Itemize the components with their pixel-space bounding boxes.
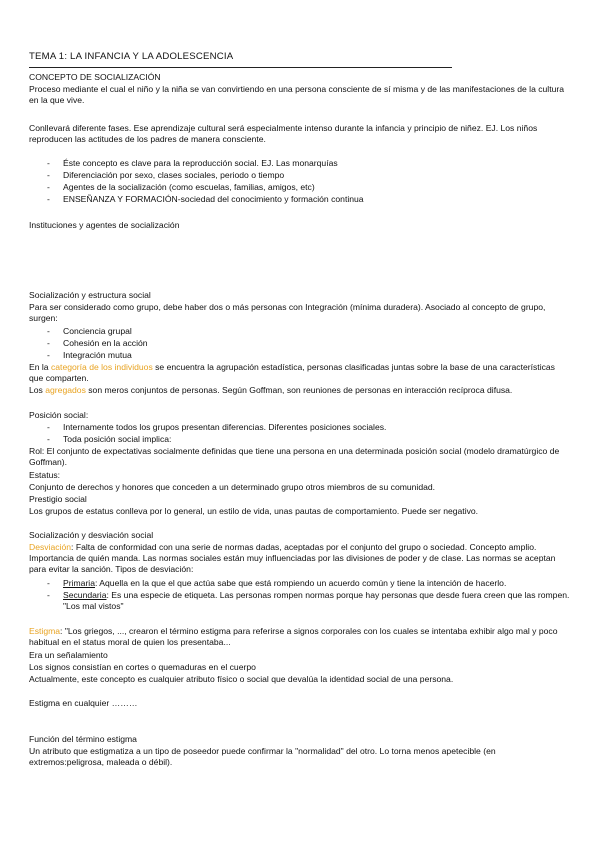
instituciones-heading: Instituciones y agentes de socialización: [29, 220, 180, 230]
paragraph-grupo: Para ser considerado como grupo, debe haber dos o más personas con Integración (mínima duradera). Asociado al concepto de grupo, surgen:: [29, 302, 546, 323]
bullet-marker: -: [47, 158, 50, 168]
paragraph-line: Actualmente, este concepto es cualquier atributo físico o social que devalúa la identidad social de una persona.: [29, 674, 454, 684]
paragraph-funcion: Un atributo que estigmatiza a un tipo de poseedor puede confirmar la "normalidad" del otro. Lo torna menos apetecible (en extremos:peligrosa, maleada o débil).: [29, 746, 496, 767]
bullet-marker: -: [47, 590, 50, 600]
highlight-term: agregados: [45, 385, 86, 395]
list-item: Toda posición social implica:: [63, 434, 172, 444]
paragraph-line: Estigma en cualquier ………: [29, 698, 138, 708]
bullet-marker: -: [47, 170, 50, 180]
paragraph-agregados: Los agregados son meros conjuntos de personas. Según Goffman, son reuniones de personas en interacción recíproca difusa.: [29, 385, 513, 395]
paragraph-estatus: Conjunto de derechos y honores que conceden a un determinado grupo otros miembros de su comunidad.: [29, 482, 436, 492]
bullet-marker: -: [47, 350, 50, 360]
paragraph-line: Los signos consistían en cortes o quemaduras en el cuerpo: [29, 662, 256, 672]
bullet-marker: -: [47, 194, 50, 204]
bullet-marker: -: [47, 326, 50, 336]
paragraph-estigma: Estigma: "Los griegos, ..., crearon el término estigma para referirse a signos corporales con los cuales se intentaba exhibir algo mal y poco habitual en el status moral de quien los presentaba...: [29, 626, 558, 647]
highlight-term: categoría de los individuos: [50, 362, 153, 372]
bullet-marker: -: [47, 182, 50, 192]
section-heading-estructura: Socialización y estructura social: [29, 290, 151, 300]
bullet-marker: -: [47, 578, 50, 588]
title-underline: [29, 67, 452, 68]
estatus-heading: Estatus:: [29, 470, 61, 480]
prestigio-heading: Prestigio social: [29, 494, 87, 504]
paragraph-fases: Conllevará diferente fases. Ese aprendizaje cultural será especialmente intenso durante la infancia y principio de niñez. EJ. Los niños reproducen las actitudes de los padres de manera consciente.: [29, 123, 538, 144]
highlight-term: Estigma: [29, 626, 61, 636]
section-heading-posicion: Posición social:: [29, 410, 89, 420]
paragraph-definicion: Proceso mediante el cual el niño y la niña se van convirtiendo en una persona consciente de sí misma y de las manifestaciones de la cultura en la que vive.: [29, 84, 565, 105]
list-item: ENSEÑANZA Y FORMACIÓN-sociedad del conocimiento y formación continua: [63, 194, 364, 204]
section-heading-funcion: Función del término estigma: [29, 734, 137, 744]
list-item: Internamente todos los grupos presentan diferencias. Diferentes posiciones sociales.: [63, 422, 387, 432]
list-item: Conciencia grupal: [63, 326, 132, 336]
paragraph-categoria: En la categoría de los individuos se encuentra la agrupación estadística, personas clasificadas juntas sobre la base de una características que comparten.: [29, 362, 555, 383]
paragraph-rol: Rol: El conjunto de expectativas socialmente definidas que tiene una persona en una determinada posición social (modelo dramatúrgico de Goffman).: [29, 446, 560, 467]
paragraph-prestigio: Los grupos de estatus conlleva por lo general, un estilo de vida, unas pautas de comportamiento. Puede ser negativo.: [29, 506, 479, 516]
list-item: Integración mutua: [63, 350, 132, 360]
section-heading-desviacion: Socialización y desviación social: [29, 530, 154, 540]
list-item-secundaria: Secundaria: Es una especie de etiqueta. Las personas rompen normas porque hay personas que desde fuera creen que las rompen. "Los mal vistos": [63, 590, 570, 611]
document-title: TEMA 1: LA INFANCIA Y LA ADOLESCENCIA: [29, 51, 234, 62]
list-item: Cohesión en la acción: [63, 338, 148, 348]
bullet-marker: -: [47, 434, 50, 444]
list-item: Agentes de la socialización (como escuelas, familias, amigos, etc): [63, 182, 315, 192]
list-item: Diferenciación por sexo, clases sociales, periodo o tiempo: [63, 170, 285, 180]
bullet-marker: -: [47, 422, 50, 432]
bullet-marker: -: [47, 338, 50, 348]
paragraph-line: Era un señalamiento: [29, 650, 108, 660]
highlight-term: Desviación: [29, 542, 72, 552]
section-heading-socializacion: CONCEPTO DE SOCIALIZACIÓN: [29, 72, 161, 82]
paragraph-desviacion: Desviación: Falta de conformidad con una serie de normas dadas, aceptadas por el conjunto del grupo o sociedad. Concepto amplio. Importancia de quién manda. Las normas sociales están muy influenciadas por las divisiones de poder y de clase. Las normas se aceptan para evitar la sanción. Tipos de desviación:: [29, 542, 556, 574]
list-item: Éste concepto es clave para la reproducción social. EJ. Las monarquías: [63, 158, 338, 168]
list-item-primaria: Primaria: Aquella en la que el que actúa sabe que está rompiendo un acuerdo común y tiene la intención de hacerlo.: [63, 578, 507, 588]
